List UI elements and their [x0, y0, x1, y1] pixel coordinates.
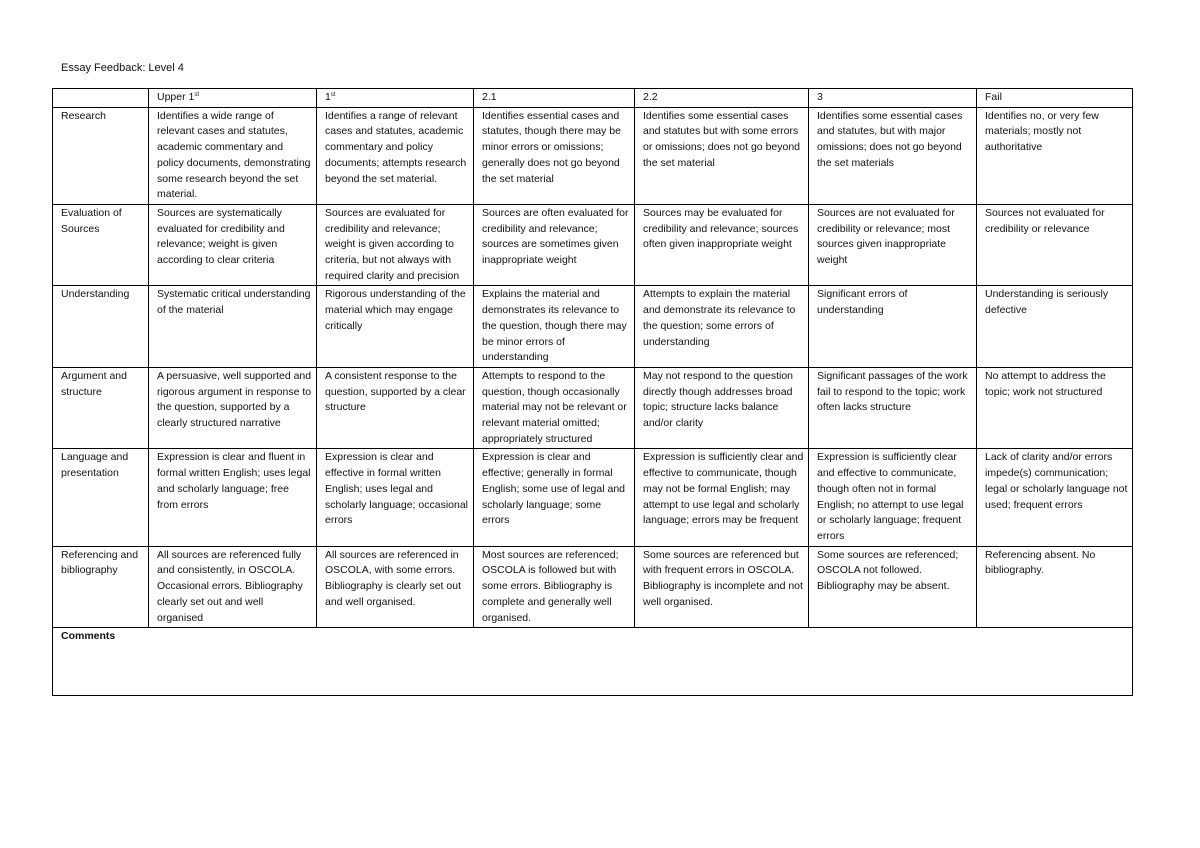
descriptor-cell: Expression is clear and fluent in formal written English; uses legal and scholarly language; free from errors [149, 449, 317, 546]
descriptor-cell: A consistent response to the question, supported by a clear structure [317, 367, 474, 449]
grade-label [482, 91, 497, 103]
grade-label-text: 2.1 [482, 91, 497, 103]
descriptor-cell: No attempt to address the topic; work not structured [977, 367, 1133, 449]
criterion-row [53, 546, 1133, 628]
descriptor-cell: Systematic critical understanding of the material [149, 286, 317, 368]
descriptor-cell: Expression is clear and effective in formal written English; uses legal and scholarly language; occasional errors [317, 449, 474, 546]
descriptor-cell: May not respond to the question directly though addresses broad topic; structure lacks balance and/or clarity [635, 367, 809, 449]
descriptor-cell: Some sources are referenced; OSCOLA not followed. Bibliography may be absent. [809, 546, 977, 628]
header-row [53, 89, 1133, 108]
descriptor-cell: Identifies no, or very few materials; mostly not authoritative [977, 107, 1133, 204]
grade-label [817, 91, 823, 103]
grade-column-header [635, 89, 809, 108]
grade-label [325, 91, 336, 103]
criterion-row [53, 107, 1133, 204]
descriptor-cell: Identifies essential cases and statutes, though there may be minor errors or omissions; generally does not go beyond the set material [474, 107, 635, 204]
criterion-row [53, 367, 1133, 449]
criterion-label: Evaluation of Sources [53, 204, 149, 286]
grade-label-text: 3 [817, 91, 823, 103]
grade-label-text: Upper 1 [157, 91, 195, 103]
descriptor-cell: Identifies a wide range of relevant cases and statutes, academic commentary and policy documents, demonstrating some research beyond the set material. [149, 107, 317, 204]
descriptor-cell: Expression is sufficiently clear and effective to communicate, though often not in formal English; no attempt to use legal or scholarly language; frequent errors [809, 449, 977, 546]
criterion-label: Understanding [53, 286, 149, 368]
descriptor-cell: Significant errors of understanding [809, 286, 977, 368]
descriptor-cell: Understanding is seriously defective [977, 286, 1133, 368]
grade-label [985, 91, 1002, 103]
grade-label-text: 1 [325, 91, 331, 103]
descriptor-cell: All sources are referenced fully and consistently, in OSCOLA. Occasional errors. Bibliography clearly set out and well organised [149, 546, 317, 628]
criterion-label: Language and presentation [53, 449, 149, 546]
comments-box[interactable] [53, 628, 1133, 696]
comments-row [53, 628, 1133, 696]
grade-label-text: 2.2 [643, 91, 658, 103]
descriptor-cell: Sources are often evaluated for credibility and relevance; sources are sometimes given inappropriate weight [474, 204, 635, 286]
header-corner-cell [53, 89, 149, 108]
document-title: Essay Feedback: Level 4 [61, 62, 184, 74]
descriptor-cell: Lack of clarity and/or errors impede(s) communication; legal or scholarly language not used; frequent errors [977, 449, 1133, 546]
feedback-rubric-table [52, 88, 1133, 696]
descriptor-cell: A persuasive, well supported and rigorous argument in response to the question, supported by a clearly structured narrative [149, 367, 317, 449]
grade-label-superscript: st [330, 92, 336, 98]
grade-label [643, 91, 658, 103]
descriptor-cell: Sources are not evaluated for credibility or relevance; most sources given inappropriate weight [809, 204, 977, 286]
descriptor-cell: Expression is clear and effective; generally in formal English; some use of legal and scholarly language; some errors [474, 449, 635, 546]
grade-column-header [149, 89, 317, 108]
descriptor-cell: Identifies some essential cases and statutes, but with major omissions; does not go beyond the set materials [809, 107, 977, 204]
grade-label-text: Fail [985, 91, 1002, 103]
descriptor-cell: Referencing absent. No bibliography. [977, 546, 1133, 628]
descriptor-cell: Sources may be evaluated for credibility and relevance; sources often given inappropriate weight [635, 204, 809, 286]
grade-column-header [977, 89, 1133, 108]
grade-label-superscript: st [194, 92, 200, 98]
descriptor-cell: Identifies some essential cases and statutes but with some errors or omissions; does not go beyond the set material [635, 107, 809, 204]
descriptor-cell: All sources are referenced in OSCOLA, with some errors. Bibliography is clearly set out and well organised. [317, 546, 474, 628]
descriptor-cell: Expression is sufficiently clear and effective to communicate, though may not be formal English; may attempt to use legal and scholarly language; errors may be frequent [635, 449, 809, 546]
descriptor-cell: Sources are evaluated for credibility and relevance; weight is given according to criteria, but not always with required clarity and precision [317, 204, 474, 286]
criterion-row [53, 286, 1133, 368]
grade-column-header [474, 89, 635, 108]
grade-label [157, 91, 199, 103]
descriptor-cell: Identifies a range of relevant cases and statutes, academic commentary and policy documents; attempts research beyond the set material. [317, 107, 474, 204]
criterion-label: Research [53, 107, 149, 204]
descriptor-cell: Attempts to respond to the question, though occasionally material may not be relevant or relevant material omitted; appropriately structured [474, 367, 635, 449]
descriptor-cell: Attempts to explain the material and demonstrate its relevance to the question; some errors of understanding [635, 286, 809, 368]
criterion-row [53, 449, 1133, 546]
descriptor-cell: Sources are systematically evaluated for credibility and relevance; weight is given according to clear criteria [149, 204, 317, 286]
descriptor-cell: Most sources are referenced; OSCOLA is followed but with some errors. Bibliography is complete and generally well organised. [474, 546, 635, 628]
comments-label: Comments [61, 630, 116, 643]
grade-column-header [809, 89, 977, 108]
criterion-label: Argument and structure [53, 367, 149, 449]
descriptor-cell: Some sources are referenced but with frequent errors in OSCOLA. Bibliography is incomplete and not well organised. [635, 546, 809, 628]
criterion-label: Referencing and bibliography [53, 546, 149, 628]
descriptor-cell: Explains the material and demonstrates its relevance to the question, though there may be minor errors of understanding [474, 286, 635, 368]
descriptor-cell: Sources not evaluated for credibility or relevance [977, 204, 1133, 286]
descriptor-cell: Significant passages of the work fail to respond to the topic; work often lacks structure [809, 367, 977, 449]
grade-column-header [317, 89, 474, 108]
criterion-row [53, 204, 1133, 286]
descriptor-cell: Rigorous understanding of the material which may engage critically [317, 286, 474, 368]
